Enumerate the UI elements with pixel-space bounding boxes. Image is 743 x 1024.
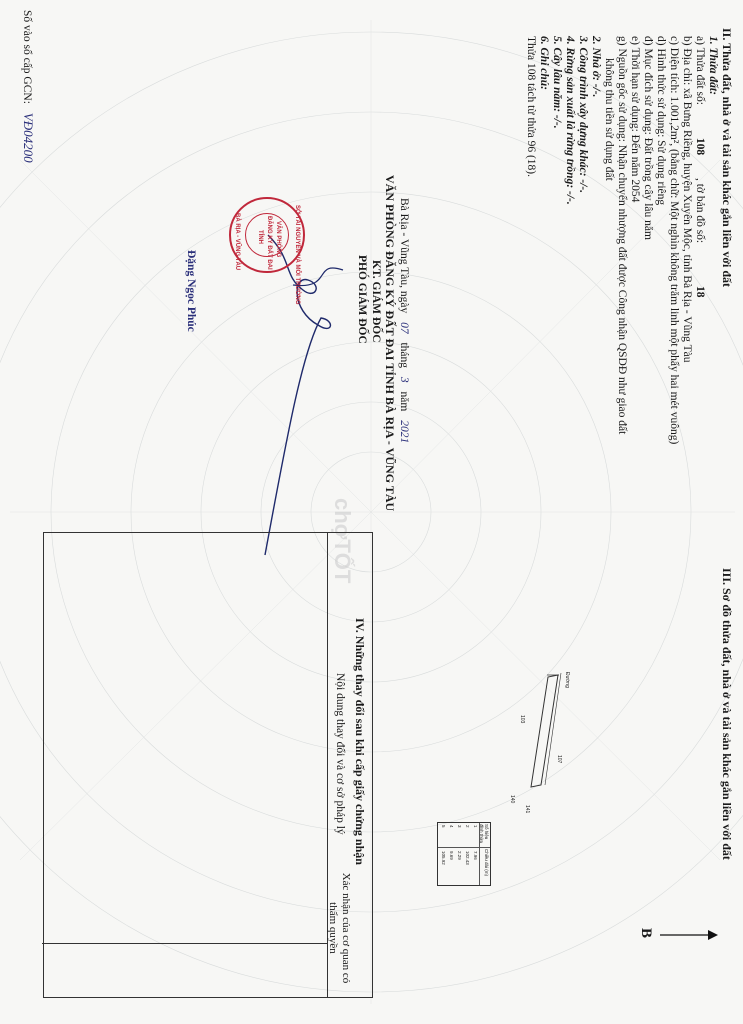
note-line: Thửa 108 tách từ thửa 96 (18).	[525, 36, 537, 178]
map-sheet-number: 18	[694, 286, 706, 298]
purpose-line: đ) Mục đích sử dụng: Đất trồng cây lâu năm	[642, 36, 654, 240]
table-header-length: Chiều dài (m)	[484, 849, 489, 877]
table-row	[449, 825, 454, 828]
year-label: năm	[398, 391, 410, 412]
section4-heading: IV. Những thay đổi sau khi cấp giấy chứng nhận	[353, 618, 367, 865]
table-row	[457, 825, 462, 828]
parcel-number: 108	[694, 137, 706, 156]
stamp-outer-text: SỞ TÀI NGUYÊN VÀ MÔI TRƯỜNG	[294, 205, 300, 305]
road-label: Đường	[564, 672, 570, 688]
table-row	[473, 851, 478, 860]
date-prefix: Bà Rịa - Vũng Tàu, ngày	[398, 198, 410, 314]
neighbor-140: 140	[509, 795, 515, 804]
stamp-inner-text-1: VĂN PHÒNG	[275, 221, 281, 258]
usage-form-line: d) Hình thức sử dụng: Sử dụng riêng	[655, 36, 667, 206]
stamp-inner-text-3: TỈNH	[257, 230, 263, 244]
table-row	[449, 851, 454, 860]
section2-item3: 3. Công trình xây dựng khác: -/-.	[577, 36, 589, 194]
parcel-label: a) Thửa đất số:	[694, 36, 706, 105]
date-year: 2021	[398, 420, 410, 444]
changes-col-confirmation: Xác nhận của cơ quan có thẩm quyền	[327, 872, 352, 984]
vertex-cell: 3	[457, 825, 462, 828]
neighbor-103: 103	[519, 715, 525, 724]
registry-value: VĐ04200	[21, 112, 36, 163]
date-day: 07	[398, 322, 410, 334]
section2-item1: 1. Thửa đất:	[707, 36, 719, 95]
registry-line	[20, 10, 35, 163]
stamp-inner-text-2: ĐĂNG KÝ ĐẤT ĐAI	[266, 216, 272, 270]
vertex-cell: 4	[449, 825, 454, 828]
vertex-cell: 5	[441, 825, 446, 828]
section3-heading: III. Sơ đồ thửa đất, nhà ở và tài sản khác gắn liền với đất	[720, 568, 734, 860]
changes-table	[43, 532, 373, 998]
length-cell: 9.69	[449, 851, 454, 860]
origin-line-1: g) Nguồn gốc sử dụng: Nhận chuyển nhượng đất được Công nhận QSDĐ như giao đất	[616, 36, 628, 435]
vertex-cell: 1	[473, 825, 478, 828]
length-cell: 105.92	[441, 851, 446, 865]
north-arrow	[638, 928, 718, 942]
section2-item2: 2. Nhà ở: -/-.	[590, 36, 602, 98]
vertex-length-table	[437, 822, 491, 886]
origin-line-2: không thu tiền sử dụng đất	[603, 58, 615, 181]
table-row	[473, 825, 478, 828]
deputy-director: PHÓ GIÁM ĐỐC	[356, 255, 368, 344]
section2-heading: II. Thửa đất, nhà ở và tài sản khác gắn liền với đất	[720, 28, 734, 288]
parcel-line	[693, 36, 706, 298]
watermark: chợTỐT	[330, 498, 355, 584]
north-label: B	[638, 928, 654, 939]
term-line: e) Thời hạn sử dụng: Đến năm 2054	[629, 36, 641, 203]
section2-item5: 5. Cây lâu năm: -/-.	[551, 36, 563, 129]
table-header-vertex: Số hiệu đỉnh thửa	[479, 824, 489, 844]
table-row	[457, 851, 462, 860]
changes-col-content: Nội dung thay đổi và cơ sở pháp lý	[334, 673, 346, 835]
month-label: tháng	[398, 342, 410, 369]
length-cell: 102.43	[465, 851, 470, 865]
table-row	[465, 851, 470, 865]
length-cell: 7.96	[473, 851, 478, 860]
section2-item6: 6. Ghi chú:	[538, 36, 550, 90]
date-line	[397, 198, 410, 443]
section2-item4: 4. Rừng sản xuất là rừng trồng: -/-.	[564, 36, 576, 205]
map-sheet-label: , tờ bản đồ số:	[694, 177, 706, 244]
length-cell: 2.29	[457, 851, 462, 860]
table-row	[441, 851, 446, 865]
official-stamp	[229, 197, 305, 305]
parcel-diagram	[463, 655, 603, 835]
stamp-bottom-text: BÀ RỊA - VŨNG TÀU	[234, 213, 240, 271]
area-line: c) Diện tích: 1.001,2m², (bằng chữ: Một nghìn không trăm linh một phẩy hai mét vuông)	[668, 36, 680, 445]
date-month: 3	[398, 376, 410, 383]
table-row	[465, 825, 470, 828]
table-column-divider	[438, 847, 490, 848]
neighbor-107: 107	[556, 755, 562, 764]
changes-table-column-divider	[42, 943, 328, 944]
signer-name: Đặng Ngọc Phúc	[185, 250, 197, 332]
north-arrow-icon	[658, 928, 718, 942]
registry-label: Số vào sổ cấp GCN:	[21, 10, 33, 104]
neighbor-141: 141	[524, 805, 530, 814]
vertex-cell: 2	[465, 825, 470, 828]
table-row	[441, 825, 446, 828]
address-line: b) Địa chỉ: xã Bưng Riềng, huyện Xuyên Mộc, tỉnh Bà Rịa - Vũng Tàu	[681, 36, 693, 363]
kt-director: KT. GIÁM ĐỐC	[370, 260, 382, 343]
office-name: VĂN PHÒNG ĐĂNG KÝ ĐẤT ĐAI TỈNH BÀ RỊA - VŨNG TÀU	[383, 175, 397, 512]
